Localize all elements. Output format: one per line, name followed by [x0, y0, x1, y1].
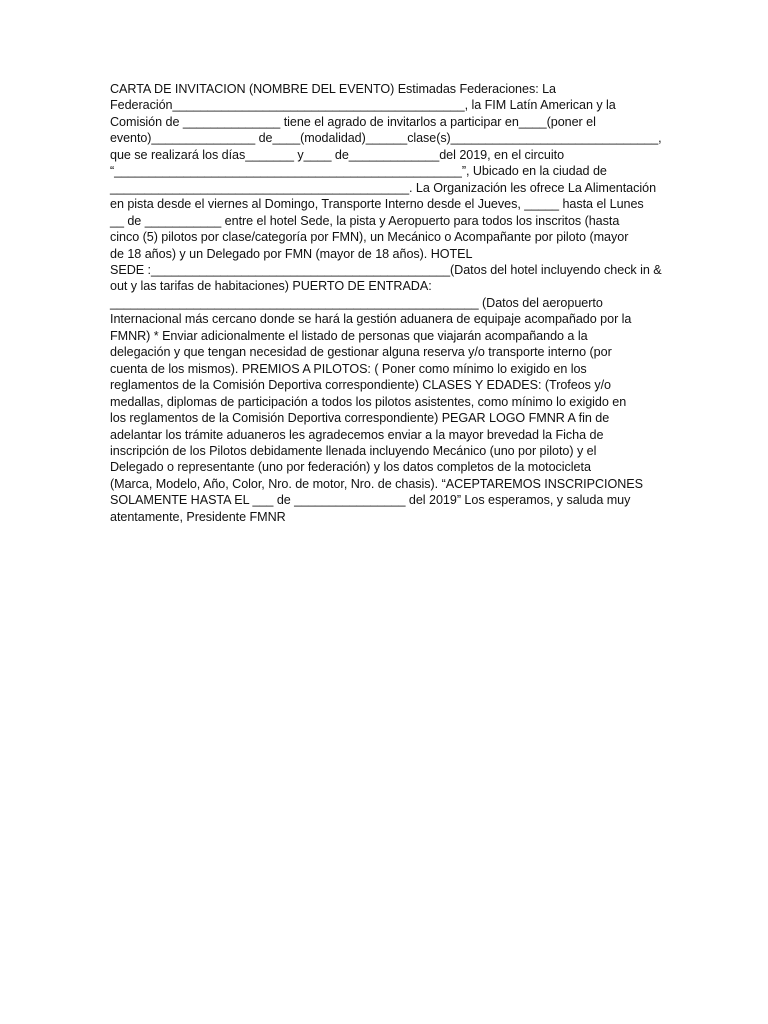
- text-line: inscripción de los Pilotos debidamente llenada incluyendo Mecánico (uno por piloto) y el: [110, 443, 597, 458]
- text-line: FMNR) * Enviar adicionalmente el listado de personas que viajarán acompañando a la: [110, 328, 588, 343]
- text-line: evento)_______________ de____(modalidad)______clase(s)______________________________,: [110, 131, 662, 146]
- text-line: Federación__________________________________________, la FIM Latín American y la: [110, 98, 616, 113]
- text-line: reglamentos de la Comisión Deportiva correspondiente) CLASES Y EDADES: (Trofeos y/o: [110, 378, 612, 393]
- text-line: en pista desde el viernes al Domingo, Transporte Interno desde el Jueves, _____ hasta el Lunes: [110, 197, 644, 212]
- text-line: (Marca, Modelo, Año, Color, Nro. de motor, Nro. de chasis). “ACEPTAREMOS INSCRIPCIONES: [110, 476, 643, 491]
- text-line: delegación y que tengan necesidad de gestionar alguna reserva y/o transporte interno (por: [110, 345, 612, 360]
- text-line: ___________________________________________. La Organización les ofrece La Alimentación: [110, 180, 657, 195]
- text-line: _____________________________________________________ (Datos del aeropuerto: [110, 295, 603, 310]
- invitation-letter-body: [110, 81, 662, 525]
- text-line: “__________________________________________________”, Ubicado en la ciudad de: [110, 164, 607, 179]
- text-line: atentamente, Presidente FMNR: [110, 509, 286, 524]
- text-line: CARTA DE INVITACION (NOMBRE DEL EVENTO) Estimadas Federaciones: La: [110, 82, 557, 96]
- text-line: que se realizará los días_______ y____ de_____________del 2019, en el circuito: [110, 147, 565, 162]
- text-line: SOLAMENTE HASTA EL ___ de ________________ del 2019” Los esperamos, y saluda muy: [110, 493, 631, 508]
- text-line: medallas, diplomas de participación a todos los pilotos asistentes, como mínimo lo exigido en: [110, 394, 627, 409]
- text-line: los reglamentos de la Comisión Deportiva correspondiente) PEGAR LOGO FMNR A fin de: [110, 411, 610, 426]
- text-line: Internacional más cercano donde se hará la gestión aduanera de equipaje acompañado por la: [110, 312, 632, 327]
- text-line: adelantar los trámite aduaneros les agradecemos enviar a la mayor brevedad la Ficha de: [110, 427, 604, 442]
- text-line: Delegado o representante (uno por federación) y los datos completos de la motocicleta: [110, 460, 591, 475]
- text-line: cinco (5) pilotos por clase/categoría por FMN), un Mecánico o Acompañante por piloto (mayor: [110, 230, 629, 245]
- text-line: SEDE :___________________________________________(Datos del hotel incluyendo check in &: [110, 262, 662, 277]
- text-line: cuenta de los mismos). PREMIOS A PILOTOS: ( Poner como mínimo lo exigido en los: [110, 361, 587, 376]
- text-line: de 18 años) y un Delegado por FMN (mayor de 18 años). HOTEL: [110, 246, 473, 261]
- text-line: __ de ___________ entre el hotel Sede, la pista y Aeropuerto para todos los inscritos (hasta: [110, 213, 620, 228]
- text-line: Comisión de ______________ tiene el agrado de invitarlos a participar en____(poner el: [110, 114, 596, 129]
- text-line: out y las tarifas de habitaciones) PUERTO DE ENTRADA:: [110, 279, 432, 294]
